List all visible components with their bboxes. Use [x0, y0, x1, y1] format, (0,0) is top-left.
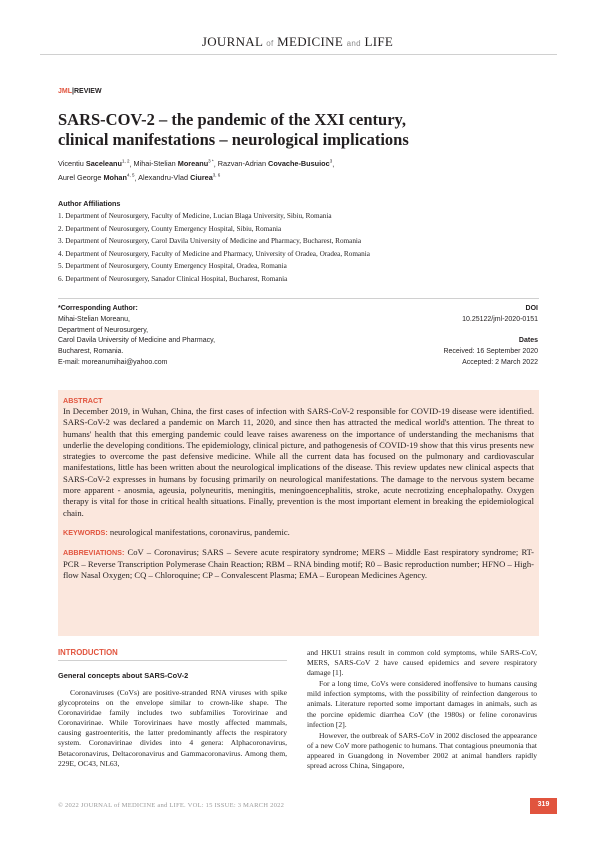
affiliations-list	[58, 210, 548, 285]
title-line-1: SARS-COV-2 – the pandemic of the XXI century,	[58, 110, 407, 129]
affiliation-item: 5. Department of Neurosurgery, County Emergency Hospital, Oradea, Romania	[58, 262, 287, 270]
paragraph: Coronaviruses (CoVs) are positive-stranded RNA viruses with spike glycoproteins on the envelope similar to crown-like shape. The Coronaviridae family includes two subfamilies Torovirinae and Coronavirinae. While Torovirinaes have mostly affected mammals, causing gastroenteritis, the latter predominantly affects the respiratory system. Coronavirinae divides into 4 genera: Alphacoronavirus, Betacoronavirus, Deltacoronavirus and Gammacoronavirus. Among them, 229E, OC43, NL63,	[58, 688, 287, 768]
keywords-text: neurological manifestations, coronavirus, pandemic.	[109, 526, 290, 537]
page-number: 319	[537, 801, 550, 808]
introduction-heading: INTRODUCTION	[58, 648, 118, 657]
body-column-left	[58, 688, 287, 769]
doi-title: DOI	[525, 305, 538, 312]
journal-name-journal: JOURNAL	[201, 34, 263, 49]
paragraph: and HKU1 strains result in common cold symptoms, while SARS-CoV, MERS, SARS-CoV 2 have caused epidemics and severe respiratory damage [1].	[307, 648, 537, 678]
affiliation-item: 2. Department of Neurosurgery, County Emergency Hospital, Sibiu, Romania	[58, 224, 282, 233]
body-column-right	[307, 648, 537, 771]
dates-title: Dates	[518, 337, 538, 345]
author[interactable]: Aurel George Mohan$^{4, 5}$	[58, 172, 135, 183]
introduction-subheading: General concepts about SARS-CoV-2	[58, 671, 189, 680]
author[interactable]: Vicentiu Saceleanu$^{1, 2}$	[58, 159, 130, 169]
journal-header	[0, 34, 595, 50]
abstract-title: ABSTRACT	[63, 396, 103, 405]
doi-link[interactable]: 10.25122/jml-2020-0151	[462, 315, 538, 323]
corresponding-line: Department of Neurosurgery,	[58, 326, 149, 334]
introduction-divider	[58, 660, 287, 661]
corresponding-email[interactable]: E-mail: moreanumihai@yahoo.com	[58, 358, 168, 366]
author[interactable]: Razvan-Adrian Covache-Busuioc$^3$	[217, 159, 333, 169]
title-line-2: clinical manifestations – neurological implications	[58, 130, 409, 149]
paragraph: However, the outbreak of SARS-CoV in 2002 disclosed the appearance of a new CoV more pathogenic to humans. That contagious pneumonia that appeared in Guangdong in November 2002 at animal handlers rapidly spread across China, Singapore,	[307, 730, 537, 771]
article-tag	[58, 88, 102, 95]
abstract-text: In December 2019, in Wuhan, China, the first cases of infection with SARS-CoV-2 responsible for COVID-19 disease were identified. SARS-CoV-2 was declared a pandemic on March 11, 2020, and since then has attracted the medical world's attention. The threat to humans' health that this emerging pandemic could leave raises awareness on the importance of understanding the mechanisms that underlie the developing conditions. The epidemiology, clinical picture, and pathogenesis of COVID-19 show that this virus presents new strategies to overcome the past defensive medicine. While all the current data has focused on the pulmonary and cardiovascular manifestations, little has been written about the neurological implications of the disease. This review updates new clinical aspects that SARS-CoV-2 expresses in humans by focusing primarily on neurological manifestations. The damage to the nervous system became more apparent - anosmia, ageusia, polyneuritis, meningitis, meningoencephalitis, stroke, acute necrotizing encephalopathy. Oxygen therapy is vital for those in critical health situations. Finally, prevention is the most important element in breaking the epidemiological chain.	[63, 406, 534, 518]
corresponding-line: Mihai-Stelian Moreanu,	[58, 315, 130, 323]
author[interactable]: Alexandru-Vlad Ciurea$^{3, 6}$	[138, 172, 221, 183]
affiliation-item: 3. Department of Neurosurgery, Carol Davila University of Medicine and Pharmacy, Bucharest, Romania	[58, 237, 362, 245]
journal-name-and: and	[346, 39, 361, 48]
article-meta	[338, 304, 538, 369]
author-list: Vicentiu Saceleanu$^{1, 2}$, Mihai-Stelian Moreanu$^{3 *}$, Razvan-Adrian Covache-Busuioc$^3$, Aurel George Mohan$^{4, 5}$, Alexandru-Vlad Ciurea$^{3, 6}$	[58, 159, 335, 183]
corresponding-line: Bucharest, Romania.	[58, 348, 124, 356]
tag-jml: JML	[58, 88, 72, 95]
abbreviations-title: ABBREVIATIONS:	[63, 548, 125, 558]
journal-name-medicine: MEDICINE	[277, 34, 344, 49]
article-title	[58, 110, 528, 150]
date-received: Received: 16 September 2020	[443, 348, 538, 356]
abbreviations	[63, 547, 534, 581]
author[interactable]: Mihai-Stelian Moreanu$^{3 *}$	[133, 159, 214, 169]
abstract-box	[58, 390, 539, 636]
section-divider	[58, 298, 539, 299]
corresponding-author	[58, 304, 318, 369]
tag-type: REVIEW	[73, 88, 102, 95]
affiliation-item: 4. Department of Neurosurgery, Faculty of Medicine and Pharmacy, University of Oradea, Oradea, Romania	[58, 249, 370, 258]
keywords-title: KEYWORDS:	[63, 527, 108, 537]
footer-copyright: © 2022 JOURNAL of MEDICINE and LIFE. VOL: 15 ISSUE: 3 MARCH 2022	[58, 802, 285, 809]
header-divider	[40, 54, 557, 55]
journal-name-life: LIFE	[364, 34, 394, 49]
journal-name-of: of	[266, 39, 274, 48]
keywords	[63, 527, 534, 538]
affiliation-item: 6. Department of Neurosurgery, Sanador Clinical Hospital, Bucharest, Romania	[58, 274, 288, 283]
affiliation-item: 1. Department of Neurosurgery, Faculty of Medicine, Lucian Blaga University, Sibiu, Romania	[58, 212, 332, 220]
corresponding-line: Carol Davila University of Medicine and Pharmacy,	[58, 337, 216, 345]
abbreviations-text: CoV – Coronavirus; SARS – Severe acute respiratory syndrome; MERS – Middle East respiratory syndrome; RT-PCR – Reverse Transcription Polymerase Chain Reaction; RBM – RNA binding motif; R0 – Basic reproduction number; HFNO – High-flow Nasal Oxygen; CQ – Chloroquine; CP – Convalescent Plasma; EMA – European Medicines Agency.	[63, 547, 534, 580]
date-accepted: Accepted: 2 March 2022	[462, 358, 538, 366]
tag-separator: |	[72, 88, 74, 95]
paragraph: For a long time, CoVs were considered inoffensive to humans causing mild infection symptoms, with the possibility of reinfection dangerous to animals. Literature reported some important damages in animals, such as the porcine epidemic diarrhea CoV (the 1980s) or feline coronavirus infection [2].	[307, 679, 537, 729]
corresponding-title: *Corresponding Author:	[58, 305, 138, 312]
affiliations-title: Author Affiliations	[58, 199, 121, 208]
